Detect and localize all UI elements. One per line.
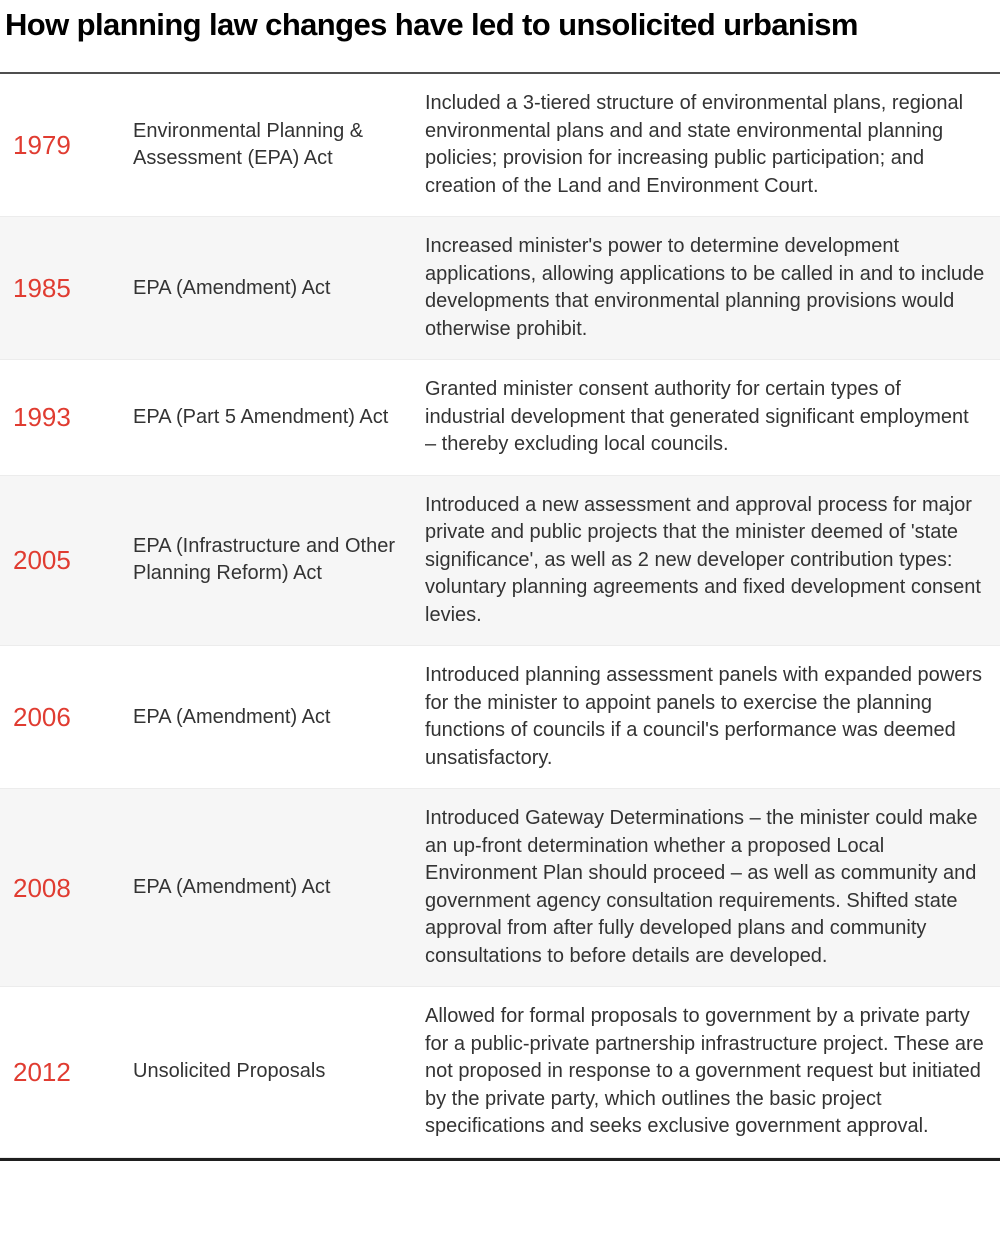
table-row — [0, 360, 1000, 476]
year-cell: 2006 — [13, 702, 71, 732]
table-row — [0, 217, 1000, 360]
act-cell: Unsolicited Proposals — [133, 1060, 326, 1083]
description-cell: Allowed for formal proposals to government by a private party for a public-private partnership infrastructure project. These are not proposed in response to a government request but initiated by the private party, which outlines the basic project specifications and seeks exclusive government approval. — [425, 1005, 984, 1137]
description-cell: Included a 3-tiered structure of environmental plans, regional environmental plans and and state environmental planning policies; provision for increasing public participation; and creation of the Land and Environment Court. — [425, 92, 964, 197]
footer-divider — [0, 1158, 1000, 1161]
act-cell: EPA (Infrastructure and Other Planning Reform) Act — [133, 535, 395, 585]
year-cell: 1993 — [13, 402, 71, 433]
description-cell: Introduced planning assessment panels with expanded powers for the minister to appoint panels to exercise the planning functions of councils if a council's performance was deemed unsatisfactory. — [425, 664, 983, 769]
year-cell: 1985 — [13, 273, 71, 303]
act-cell: Environmental Planning & Assessment (EPA) Act — [133, 120, 364, 169]
table-row — [0, 789, 1000, 987]
timeline-table — [0, 74, 1000, 1158]
table-row — [0, 987, 1000, 1158]
page-title: How planning law changes have led to unsolicited urbanism — [5, 7, 858, 42]
year-cell: 2005 — [13, 545, 71, 576]
description-cell: Granted minister consent authority for certain types of industrial development that generated significant employment – thereby excluding local councils. — [425, 378, 969, 455]
year-cell: 2008 — [13, 872, 71, 903]
description-cell: Introduced a new assessment and approval process for major private and public projects that the minister deemed of 'state significance', as well as 2 new developer contribution types: voluntary planning agreements and fixed development consent levies. — [425, 493, 981, 626]
description-cell: Increased minister's power to determine development applications, allowing applications to be called in and to include developments that environmental planning provisions would otherwise prohibit. — [425, 235, 985, 340]
year-cell: 2012 — [13, 1056, 71, 1087]
table-row — [0, 476, 1000, 647]
act-cell: EPA (Part 5 Amendment) Act — [133, 405, 389, 428]
description-cell: Introduced Gateway Determinations – the minister could make an up-front determination whether a proposed Local Environment Plan should proceed – as well as community and government agency consultation requirements. Shifted state approval from after fully developed plans and community consultations to before details are developed. — [425, 807, 978, 967]
table-row — [0, 646, 1000, 789]
year-cell: 1979 — [13, 130, 71, 160]
header — [0, 0, 1000, 43]
act-cell: EPA (Amendment) Act — [133, 705, 331, 728]
act-cell: EPA (Amendment) Act — [133, 276, 331, 299]
act-cell: EPA (Amendment) Act — [133, 876, 331, 898]
table-row — [0, 74, 1000, 217]
